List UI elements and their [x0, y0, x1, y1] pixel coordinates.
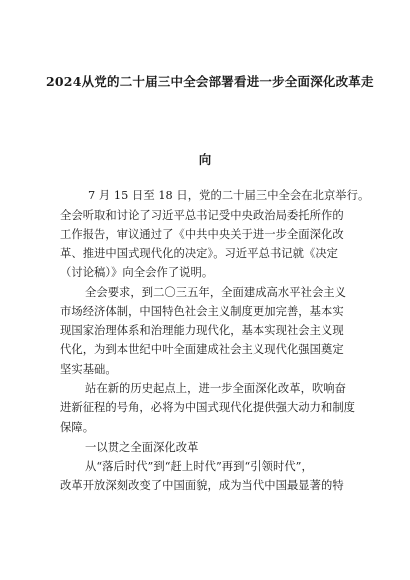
paragraph-1-line-5: （讨论稿）》向全会作了说明。 [60, 266, 214, 279]
paragraph-3-line-1: 站在新的历史起点上，进一步全面深化改革，吹响奋 [85, 382, 346, 395]
paragraph-2-line-2: 市场经济体制，中国特色社会主义制度更加完善，基本实 [60, 305, 344, 318]
paragraph-1-line-3: 工作报告，审议通过了《中共中央关于进一步全面深化改 [60, 228, 344, 241]
paragraph-2-line-5: 坚实基础。 [60, 363, 117, 376]
paragraph-1-line-1: 7 月 15 日至 18 日，党的二十届三中全会在北京举行。 [88, 189, 370, 202]
paragraph-3-line-2: 进新征程的号角，必将为中国式现代化提供强大动力和制度 [60, 401, 356, 414]
paragraph-1-line-2: 全会听取和讨论了习近平总书记受中央政治局委托所作的 [60, 209, 344, 222]
paragraph-5-line-1: 从“落后时代”到“赶上时代”再到“引领时代”， [85, 460, 313, 473]
paragraph-2-line-3: 现国家治理体系和治理能力现代化，基本实现社会主义现 [60, 324, 344, 337]
document-title-line-1: 2024从党的二十届三中全会部署看进一步全面深化改革走 [46, 74, 374, 89]
paragraph-2-line-4: 代化，为到本世纪中叶全面建成社会主义现代化强国奠定 [60, 343, 344, 356]
paragraph-1-line-4: 革、推进中国式现代化的决定》。习近平总书记就《决定 [60, 247, 339, 260]
section-heading: 一以贯之全面深化改革 [85, 441, 199, 454]
document-title-line-2: 向 [198, 152, 212, 167]
paragraph-5-line-2: 改革开放深刻改变了中国面貌，成为当代中国最显著的特 [60, 479, 344, 492]
paragraph-2-line-1: 全会要求，到二〇三五年，全面建成高水平社会主义 [85, 286, 346, 299]
paragraph-3-line-3: 保障。 [60, 421, 95, 434]
